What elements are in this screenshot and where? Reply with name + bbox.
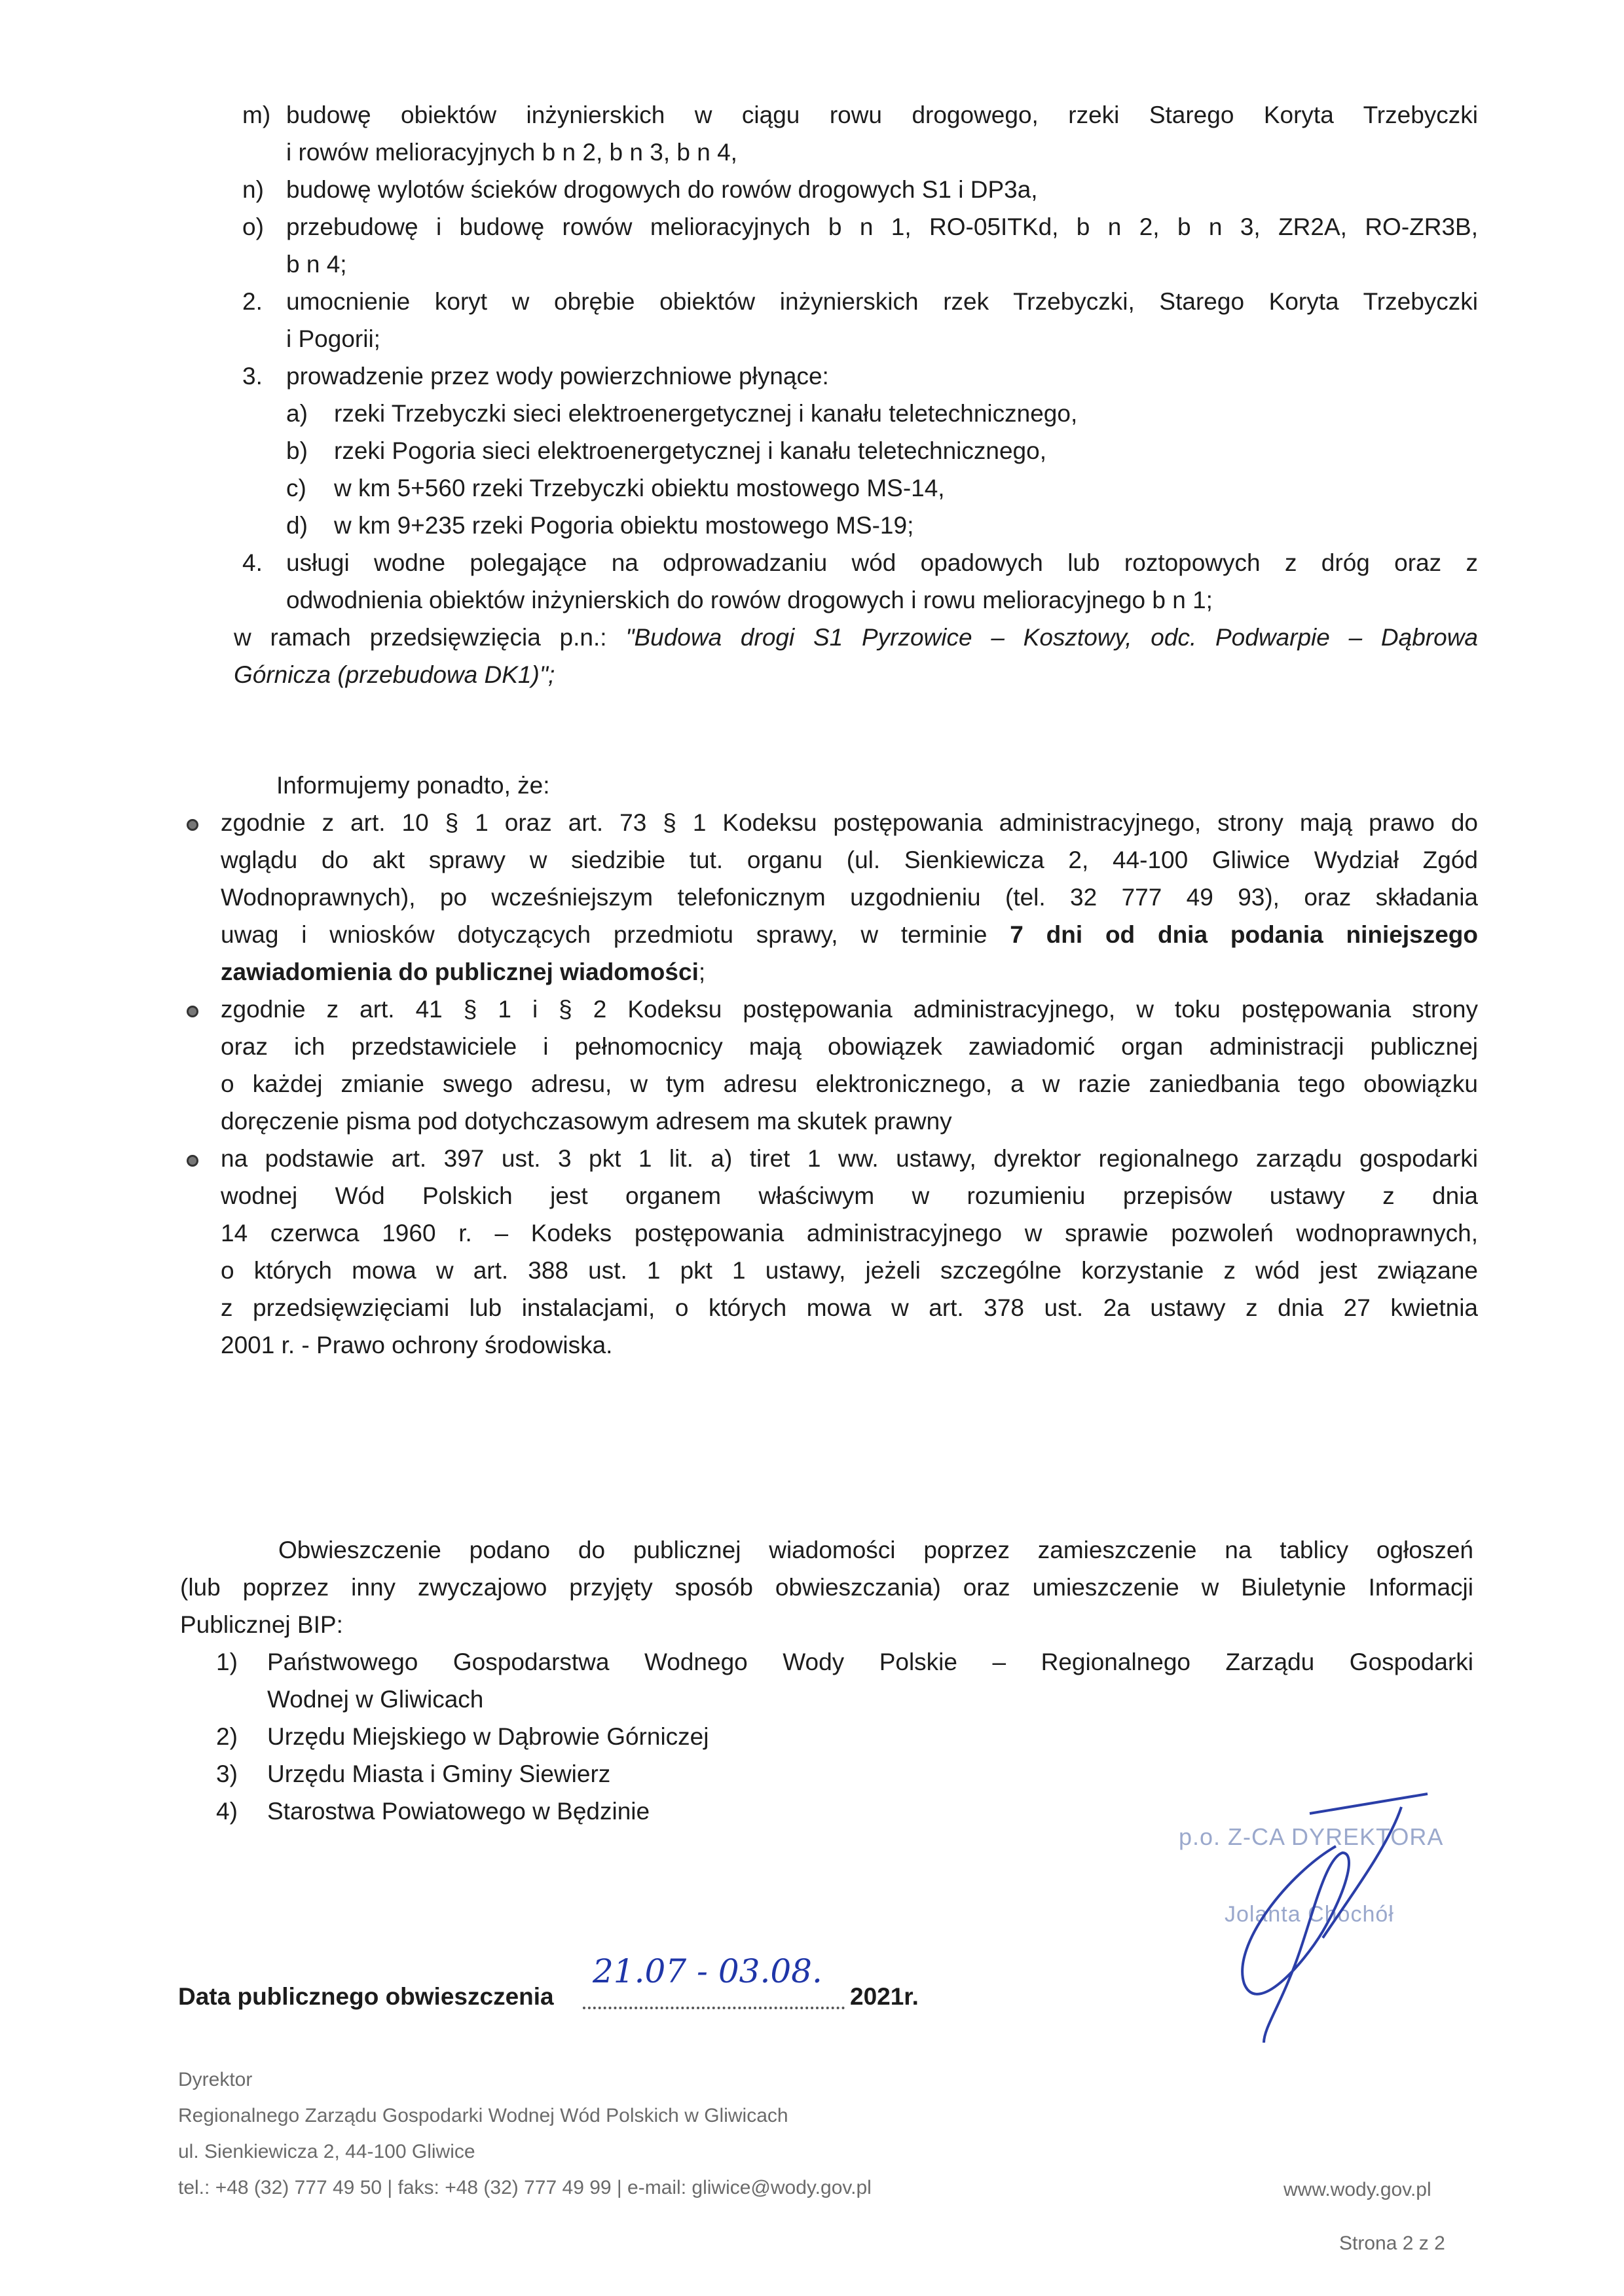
sub-c-marker: c) [286,475,306,501]
bullet-2-line3: o każdej zmianie swego adresu, w tym adresu elektronicznego, a w razie zaniedbania tego obowiązku [221,1070,1478,1097]
stamp-title: p.o. Z-CA DYREKTORA [1179,1823,1444,1850]
footer-contact: tel.: +48 (32) 777 49 50 | faks: +48 (32) 777 49 99 | e-mail: gliwice@wody.gov.pl [178,2177,872,2198]
notice-line1: Obwieszczenie podano do publicznej wiadomości poprzez zamieszczenie na tablicy ogłoszeń [278,1537,1473,1563]
bullet-1-line4-pre: uwag i wniosków dotyczących przedmiotu sprawy, w terminie [221,921,1010,948]
bullet-1-line4 [221,917,1478,953]
footer-website: www.wody.gov.pl [1283,2179,1431,2200]
point-2-line1: umocnienie koryt w obrębie obiektów inżynierskich rzek Trzebyczki, Starego Koryta Trzebyczki [286,288,1478,315]
sub-d-text: w km 9+235 rzeki Pogoria obiektu mostowego MS-19; [334,512,914,539]
sub-a-marker: a) [286,400,308,427]
point-3-line1: prowadzenie przez wody powierzchniowe płynące: [286,363,829,390]
bip-3-marker: 3) [216,1760,238,1787]
item-o-line1: przebudowę i budowę rowów melioracyjnych b n 1, RO-05ITKd, b n 2, b n 3, ZR2A, RO-ZR3B, [286,213,1478,240]
bullet-1-line5 [221,954,705,991]
bullet-2-line1: zgodnie z art. 41 § 1 i § 2 Kodeksu postępowania administracyjnego, w toku postępowania strony [221,996,1478,1023]
point-4-marker: 4. [242,549,263,576]
project-prefix: w ramach przedsięwzięcia p.n.: [234,624,626,651]
publication-handwritten-date: 21.07 - 03.08. [593,1952,822,1990]
bullet-3-line4: o których mowa w art. 388 ust. 1 pkt 1 ustawy, jeżeli szczególne korzystanie z wód jest związane [221,1257,1478,1284]
point-2-line2: i Pogorii; [286,325,380,352]
sub-b-text: rzeki Pogoria sieci elektroenergetycznej i kanału teletechnicznego, [334,437,1046,464]
date-dotted-line [583,2007,845,2009]
item-o-marker: o) [242,213,264,240]
signature-mark [1192,1768,1467,2056]
bullet-1-deadline: 7 dni od dnia podania niniejszego [1010,921,1478,948]
footer-org: Regionalnego Zarządu Gospodarki Wodnej Wód Polskich w Gliwicach [178,2105,788,2126]
bullet-1-dot [187,819,198,831]
sub-b-marker: b) [286,437,308,464]
project-title-1: "Budowa drogi S1 Pyrzowice – Kosztowy, odc. Podwarpie – Dąbrowa [625,624,1478,651]
publication-year: 2021r. [850,1983,919,2010]
bullet-1-line1: zgodnie z art. 10 § 1 oraz art. 73 § 1 Kodeksu postępowania administracyjnego, strony mają prawo do [221,809,1478,836]
item-o-line2: b n 4; [286,251,347,278]
item-m-line1: budowę obiektów inżynierskich w ciągu rowu drogowego, rzeki Starego Koryta Trzebyczki [286,101,1478,128]
footer-role: Dyrektor [178,2069,253,2090]
bip-1-line2: Wodnej w Gliwicach [267,1686,484,1713]
page-number: Strona 2 z 2 [1339,2232,1445,2254]
bullet-3-line3: 14 czerwca 1960 r. – Kodeks postępowania administracyjnego w sprawie pozwoleń wodnoprawnych, [221,1220,1478,1247]
bullet-2-line4: doręczenie pisma pod dotychczasowym adresem ma skutek prawny [221,1108,952,1135]
bullet-1-line3: Wodnoprawnych), po wcześniejszym telefonicznym uzgodnieniu (tel. 32 777 49 93), oraz składania [221,884,1478,911]
bullet-3-dot [187,1155,198,1167]
info-intro: Informujemy ponadto, że: [276,772,550,799]
bip-2: Urzędu Miejskiego w Dąbrowie Górniczej [267,1723,709,1750]
publication-label: Data publicznego obwieszczenia [178,1983,554,2010]
project-line1 [234,619,1478,656]
bullet-3-line1: na podstawie art. 397 ust. 3 pkt 1 lit. a) tiret 1 ww. ustawy, dyrektor regionalnego zarządu gospodarki [221,1145,1478,1172]
stamp-name: Jolanta Chochół [1225,1902,1394,1927]
item-n-line1: budowę wylotów ścieków drogowych do rowów drogowych S1 i DP3a, [286,176,1038,203]
project-line2: Górnicza (przebudowa DK1)"; [234,661,555,688]
item-n-marker: n) [242,176,264,203]
sub-a-text: rzeki Trzebyczki sieci elektroenergetycznej i kanału teletechnicznego, [334,400,1078,427]
point-2-marker: 2. [242,288,263,315]
bip-4-marker: 4) [216,1798,238,1825]
bip-4: Starostwa Powiatowego w Będzinie [267,1798,650,1825]
bullet-1-line2: wglądu do akt sprawy w siedzibie tut. organu (ul. Sienkiewicza 2, 44-100 Gliwice Wydział Zgód [221,847,1478,873]
bip-2-marker: 2) [216,1723,238,1750]
bullet-2-dot [187,1006,198,1017]
footer-address: ul. Sienkiewicza 2, 44-100 Gliwice [178,2141,475,2162]
bullet-1-deadline-2: zawiadomienia do publicznej wiadomości [221,958,699,985]
bip-3: Urzędu Miasta i Gminy Siewierz [267,1760,611,1787]
bip-1-marker: 1) [216,1649,238,1675]
bullet-1-line5-post: ; [698,958,706,985]
bullet-3-line6: 2001 r. - Prawo ochrony środowiska. [221,1332,613,1358]
bullet-3-line5: z przedsięwzięciami lub instalacjami, o których mowa w art. 378 ust. 2a ustawy z dnia 27 kwietnia [221,1294,1478,1321]
sub-d-marker: d) [286,512,308,539]
point-4-line1: usługi wodne polegające na odprowadzaniu wód opadowych lub roztopowych z dróg oraz z [286,549,1478,576]
bip-1-line1: Państwowego Gospodarstwa Wodnego Wody Polskie – Regionalnego Zarządu Gospodarki [267,1649,1473,1675]
item-m-marker: m) [242,101,271,128]
notice-line3: Publicznej BIP: [180,1611,343,1638]
point-3-marker: 3. [242,363,263,390]
point-4-line2: odwodnienia obiektów inżynierskich do rowów drogowych i rowu melioracyjnego b n 1; [286,587,1213,613]
bullet-3-line2: wodnej Wód Polskich jest organem właściwym w rozumieniu przepisów ustawy z dnia [221,1182,1478,1209]
item-m-line2: i rowów melioracyjnych b n 2, b n 3, b n 4, [286,139,737,166]
notice-line2: (lub poprzez inny zwyczajowo przyjęty sposób obwieszczania) oraz umieszczenie w Biuletynie Informacji [180,1574,1473,1601]
sub-c-text: w km 5+560 rzeki Trzebyczki obiektu mostowego MS-14, [334,475,945,501]
bullet-2-line2: oraz ich przedstawiciele i pełnomocnicy mają obowiązek zawiadomić organ administracji publicznej [221,1033,1478,1060]
